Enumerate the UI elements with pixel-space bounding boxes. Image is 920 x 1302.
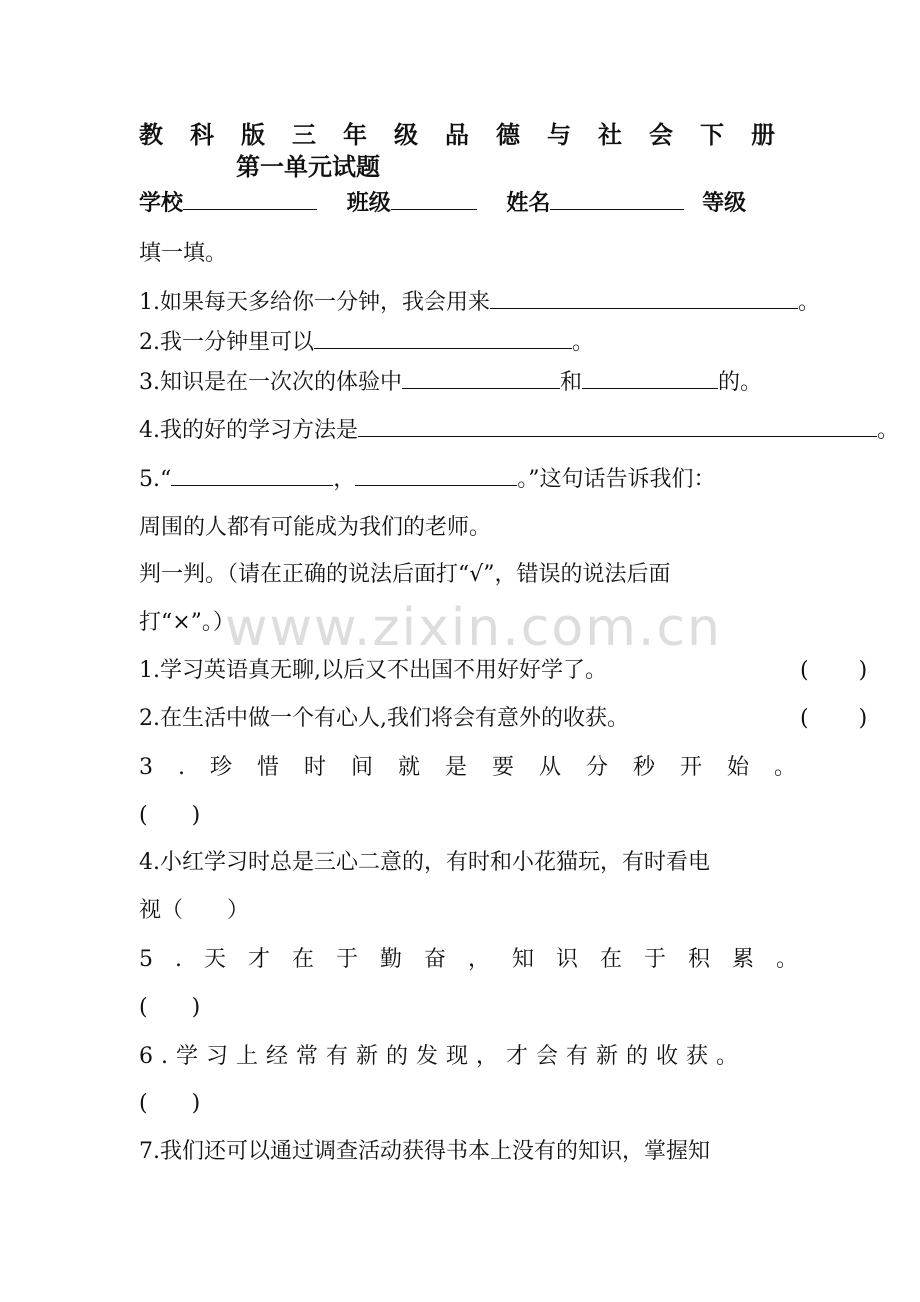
section-judge-heading-cont: 打“×”。）: [139, 610, 235, 635]
judge-item-2: 2.在生活中做一个有心人,我们将会有意外的收获。: [139, 706, 629, 731]
section-fill-heading: 填一填。: [139, 241, 228, 266]
fill-item-5: 5.“ ， 。”这句话告诉我们：: [139, 467, 716, 492]
name-label: 姓名: [506, 191, 551, 216]
school-label: 学校: [139, 191, 184, 216]
answer-paren-2[interactable]: ( ): [800, 706, 870, 731]
judge-item-3: 3.珍惜时间就是要从分秒开始。: [139, 755, 821, 780]
answer-paren-3[interactable]: ( ): [139, 803, 201, 828]
fill-blank[interactable]: [358, 416, 877, 437]
page-subtitle: 第一单元试题: [236, 153, 380, 181]
fill-blank[interactable]: [402, 368, 560, 389]
fill-blank[interactable]: [355, 465, 517, 486]
page-title: 教科版三年级品德与社会下册: [139, 121, 802, 149]
fill-blank[interactable]: [490, 288, 798, 309]
info-line: [139, 186, 746, 217]
judge-item-4: 4.小红学习时总是三心二意的，有时和小花猫玩，有时看电: [139, 850, 710, 875]
school-field[interactable]: [183, 189, 317, 210]
grade-label: 等级: [702, 191, 747, 216]
answer-paren-5[interactable]: ( ): [139, 995, 201, 1020]
answer-paren-6[interactable]: ( ): [139, 1091, 201, 1116]
judge-item-4-continued[interactable]: 视（ ）: [139, 898, 250, 923]
fill-blank[interactable]: [314, 328, 572, 349]
fill-item-4: 4.我的好的学习方法是 。: [139, 418, 900, 443]
answer-paren-1[interactable]: ( ): [800, 658, 870, 683]
section-judge-heading: 判一判。（请在正确的说法后面打“√”，错误的说法后面: [139, 562, 671, 587]
judge-item-1: 1.学习英语真无聊,以后又不出国不用好好学了。: [139, 658, 607, 683]
fill-blank[interactable]: [171, 465, 333, 486]
class-label: 班级: [346, 191, 391, 216]
judge-item-5: 5.天才在于勤奋，知识在于积累。: [139, 947, 820, 972]
fill-item-2: 2.我一分钟里可以 。: [139, 330, 595, 355]
class-field[interactable]: [391, 189, 477, 210]
fill-blank[interactable]: [582, 368, 718, 389]
fill-item-1: 1.如果每天多给你一分钟，我会用来 。: [139, 290, 821, 315]
watermark: www.zixin.com.cn: [225, 598, 722, 658]
fill-item-5-continued: 周围的人都有可能成为我们的老师。: [139, 515, 492, 540]
judge-item-6: 6.学习上经常有新的发现，才会有新的收获。: [139, 1044, 746, 1069]
name-field[interactable]: [550, 189, 684, 210]
fill-item-3: 3.知识是在一次次的体验中 和 的。: [139, 370, 763, 395]
judge-item-7: 7.我们还可以通过调查活动获得书本上没有的知识，掌握知: [139, 1139, 710, 1164]
